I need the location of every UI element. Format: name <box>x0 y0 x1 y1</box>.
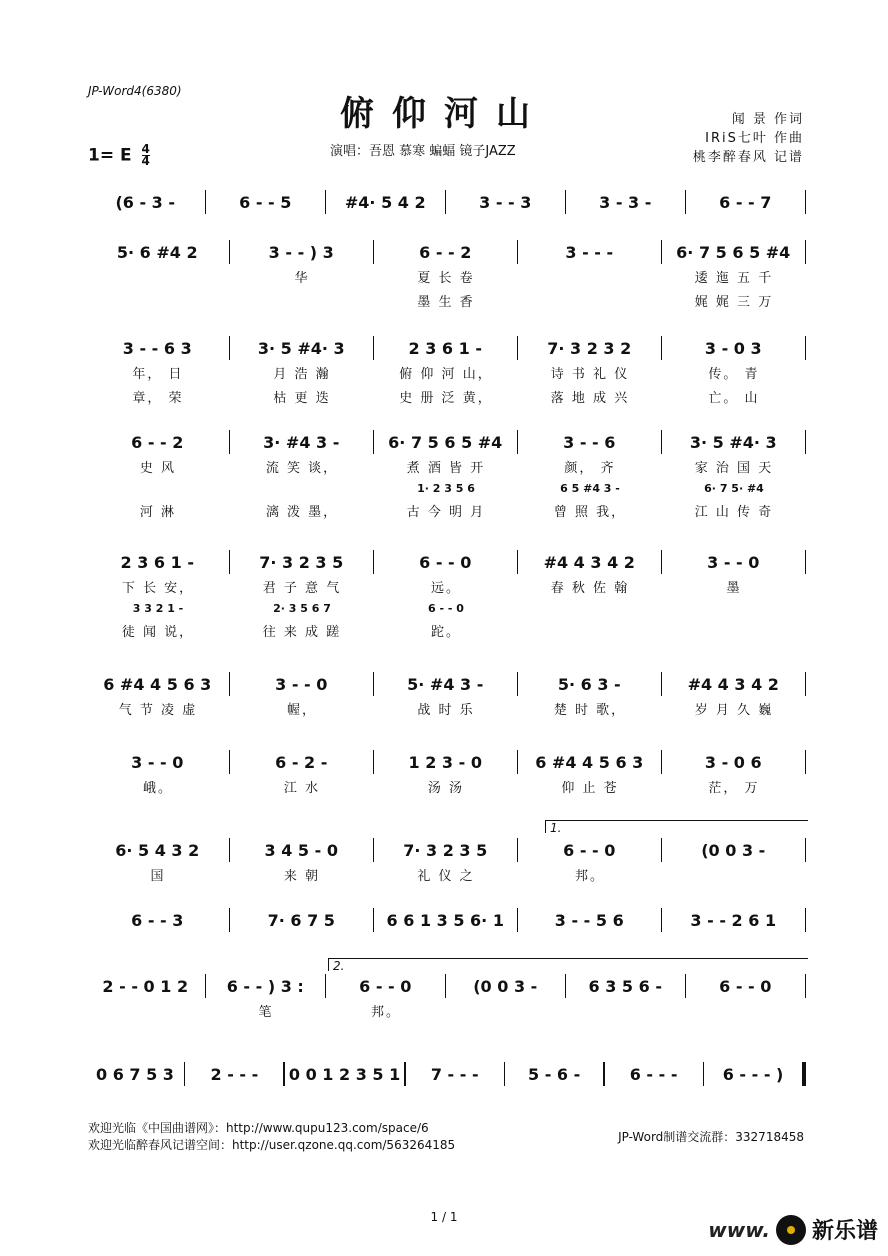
harmony-measure: 1· 2 3 5 6 <box>417 481 475 495</box>
lyric-cell: 仰 止 苍 <box>561 780 619 796</box>
key-label: 1= E <box>88 145 132 166</box>
measure: #4 4 3 4 2 <box>543 552 635 572</box>
lyric-cell: 河 淋 <box>139 504 177 520</box>
score-system <box>86 974 806 1022</box>
score-system <box>86 908 806 932</box>
measure: 2 - - 0 1 2 <box>102 976 189 996</box>
score-system <box>86 550 806 642</box>
measure: 3· 5 #4· 3 <box>257 338 345 358</box>
volta-second-ending: 2. <box>328 958 808 971</box>
measure: 3 - - 2 6 1 <box>690 910 777 930</box>
measure: 3 - - ) 3 <box>268 242 334 262</box>
measure: 3 - - 6 3 <box>122 338 192 358</box>
lyric-cell: 下 长 安， <box>121 580 195 596</box>
lyric-cell: 岁 月 久 巍 <box>694 702 774 718</box>
measure: 3 - - 3 <box>479 192 532 212</box>
lyric-cell: 徒 闻 说， <box>121 624 195 640</box>
measure: 6 - - 0 <box>359 976 412 996</box>
page-number: 1 / 1 <box>430 1210 458 1224</box>
measure: 3 - 0 3 <box>704 338 762 358</box>
lyric-cell: 墨 生 香 <box>417 294 475 310</box>
lyric-cell: 夏 长 卷 <box>417 270 475 286</box>
measure: 5· 6 3 - <box>557 674 621 694</box>
measure: 6 - 2 - <box>275 752 328 772</box>
lyric-cell: 国 <box>150 868 166 884</box>
measure: 6 - - 0 <box>563 840 616 860</box>
measure: 2 3 6 1 - <box>408 338 482 358</box>
lyric-cell: 古 今 明 月 <box>406 504 486 520</box>
harmony-measure: 6· 7 5· #4 <box>704 481 764 495</box>
harmony-notes-row <box>86 478 806 498</box>
time-numerator: 4 <box>141 142 150 156</box>
notes-row <box>86 430 806 454</box>
lyric-cell: 江 水 <box>283 780 321 796</box>
measure: #4 4 3 4 2 <box>687 674 779 694</box>
measure: 3· 5 #4· 3 <box>689 432 777 452</box>
barline <box>805 672 807 696</box>
measure: 6 - - - <box>629 1064 678 1084</box>
measure: (0 0 3 - <box>701 840 766 860</box>
footer-link-qupu[interactable]: 欢迎光临《中国曲谱网》：http://www.qupu123.com/space/6 <box>88 1121 429 1135</box>
lyric-cell: 漓 泼 墨， <box>265 504 339 520</box>
notes-row <box>86 838 806 862</box>
lyric-cell: 月 浩 瀚 <box>273 366 331 382</box>
measure: 6· 5 4 3 2 <box>115 840 200 860</box>
time-denominator: 4 <box>141 154 150 168</box>
record-disc-icon <box>776 1215 806 1245</box>
score-system <box>86 240 806 312</box>
notes-row <box>86 908 806 932</box>
score-system <box>86 336 806 408</box>
lyric-cell: 落 地 成 兴 <box>550 390 630 406</box>
measure: 3· #4 3 - <box>263 432 340 452</box>
barline <box>805 240 807 264</box>
lyric-cell: 颜， 齐 <box>564 460 616 476</box>
notes-row <box>86 1062 806 1086</box>
measure: 3 - - - <box>565 242 614 262</box>
measure: 5· #4 3 - <box>407 674 484 694</box>
group-info: JP-Word制谱交流群：332718458 <box>618 1130 804 1144</box>
lyric-cell: 诗 书 礼 仪 <box>550 366 630 382</box>
measure: 3 4 5 - 0 <box>264 840 338 860</box>
measure: 2 - - - <box>210 1064 259 1084</box>
barline <box>805 838 807 862</box>
lyric-cell: 流 笑 谈， <box>265 460 339 476</box>
measure: 6 - - 0 <box>719 976 772 996</box>
footer-links <box>88 1120 455 1154</box>
score-system <box>86 672 806 720</box>
measure: 0 0 1 2 3 5 1 <box>288 1064 401 1084</box>
measure: 7· 3 2 3 5 <box>259 552 344 572</box>
measure: 6 - - 5 <box>239 192 292 212</box>
barline <box>805 190 807 214</box>
barline <box>802 1062 806 1086</box>
score-system <box>86 190 806 214</box>
lyric-cell: 笔 <box>258 1004 274 1020</box>
lyric-row <box>86 862 806 886</box>
notes-row <box>86 672 806 696</box>
lyric-cell: 江 山 传 奇 <box>694 504 774 520</box>
notes-row <box>86 190 806 214</box>
measure: 6 - - 0 <box>419 552 472 572</box>
lyric-row <box>86 384 806 408</box>
lyric-cell: 俯 仰 河 山， <box>399 366 493 382</box>
measure: 6· 7 5 6 5 #4 <box>676 242 791 262</box>
lyric-cell: 华 <box>294 270 310 286</box>
lyric-cell: 煮 酒 皆 开 <box>406 460 486 476</box>
harmony-measure: 3 3 2 1 - <box>132 601 184 615</box>
notes-row <box>86 240 806 264</box>
measure: 7 - - - <box>430 1064 479 1084</box>
measure: 3 - - 5 6 <box>554 910 624 930</box>
software-label: JP-Word4(6380) <box>88 84 182 98</box>
brand-logo <box>708 1214 878 1245</box>
measure: 7· 3 2 3 2 <box>547 338 632 358</box>
measure: (6 - 3 - <box>115 192 176 212</box>
measure: 6 #4 4 5 6 3 <box>535 752 644 772</box>
lyric-cell: 史 风 <box>139 460 177 476</box>
notes-row <box>86 750 806 774</box>
measure: 6· 7 5 6 5 #4 <box>388 432 503 452</box>
barline <box>805 550 807 574</box>
lyric-cell: 史 册 泛 黄， <box>399 390 493 406</box>
lyric-cell: 来 朝 <box>283 868 321 884</box>
lyric-row <box>86 498 806 522</box>
measure: 3 - - 0 <box>707 552 760 572</box>
composer-credit: IRiS七叶 作曲 <box>705 131 804 146</box>
measure: 6 #4 4 5 6 3 <box>103 674 212 694</box>
measure: 6 - - 2 <box>131 432 184 452</box>
lyric-cell: 跎。 <box>430 624 461 640</box>
lyric-row <box>86 288 806 312</box>
measure: #4· 5 4 2 <box>344 192 426 212</box>
lyric-cell: 亡。 山 <box>708 390 760 406</box>
song-title: 俯仰河山 <box>340 94 548 134</box>
measure: 5 - 6 - <box>528 1064 581 1084</box>
measure: 2 3 6 1 - <box>120 552 194 572</box>
harmony-measure: 6 - - 0 <box>428 601 464 615</box>
measure: 7· 3 2 3 5 <box>403 840 488 860</box>
credits <box>693 110 804 167</box>
score-system <box>86 1062 806 1086</box>
time-signature <box>142 144 150 167</box>
lyric-row <box>86 998 806 1022</box>
measure: 6 - - - ) <box>722 1064 784 1084</box>
lyric-row <box>86 696 806 720</box>
lyric-cell: 章， 荣 <box>132 390 184 406</box>
lyric-cell: 曾 照 我， <box>553 504 627 520</box>
score-system <box>86 838 806 886</box>
barline <box>805 908 807 932</box>
measure: 3 - - 0 <box>275 674 328 694</box>
lyric-cell: 远。 <box>430 580 461 596</box>
harmony-measure: 2· 3 5 6 7 <box>273 601 331 615</box>
lyric-cell: 楚 时 歌， <box>553 702 627 718</box>
lyric-cell: 家 治 国 天 <box>694 460 774 476</box>
barline <box>805 750 807 774</box>
harmony-measure: 6 5 #4 3 - <box>560 481 620 495</box>
lyric-cell: 往 来 成 蹉 <box>262 624 342 640</box>
lyric-cell: 君 子 意 气 <box>262 580 342 596</box>
lyric-cell: 春 秋 佐 翰 <box>550 580 630 596</box>
score-system <box>86 750 806 798</box>
lyric-cell: 礼 仪 之 <box>417 868 475 884</box>
lyric-cell: 墨 <box>726 580 742 596</box>
key-signature <box>88 144 150 167</box>
brand-name: 新乐谱 <box>811 1219 878 1244</box>
notes-row <box>86 974 806 998</box>
lyric-cell: 年， 日 <box>132 366 184 382</box>
measure: (0 0 3 - <box>473 976 538 996</box>
measure: 6 6 1 3 5 6· 1 <box>386 910 504 930</box>
lyric-row <box>86 774 806 798</box>
measure: 6 - - 3 <box>131 910 184 930</box>
measure: 3 - - 0 <box>131 752 184 772</box>
lyric-cell: 峨。 <box>142 780 173 796</box>
transcriber-credit: 桃李醉春风 记谱 <box>692 150 804 165</box>
lyric-row <box>86 618 806 642</box>
measure: 3 - 0 6 <box>704 752 762 772</box>
lyric-cell: 逶 迤 五 千 <box>694 270 774 286</box>
lyric-row <box>86 574 806 598</box>
measure: 7· 6 7 5 <box>267 910 335 930</box>
measure: 6 - - 7 <box>719 192 772 212</box>
measure: 1 2 3 - 0 <box>408 752 482 772</box>
harmony-notes-row <box>86 598 806 618</box>
measure: 6 - - 2 <box>419 242 472 262</box>
measure: 3 - - 6 <box>563 432 616 452</box>
singer-credit: 演唱：吾恩 慕寒 蝙蝠 镜子JAZZ <box>330 144 516 159</box>
measure: 6 - - ) 3 : <box>226 976 304 996</box>
barline <box>805 430 807 454</box>
lyric-cell: 邦。 <box>574 868 605 884</box>
measure: 6 3 5 6 - <box>588 976 662 996</box>
lyric-cell: 娓 娓 三 万 <box>694 294 774 310</box>
lyricist-credit: 闻 景 作词 <box>731 112 804 127</box>
lyric-cell: 茫， 万 <box>708 780 760 796</box>
notes-row <box>86 336 806 360</box>
score-system <box>86 430 806 522</box>
lyric-cell: 战 时 乐 <box>417 702 475 718</box>
brand-www: www. <box>708 1217 770 1242</box>
notes-row <box>86 550 806 574</box>
lyric-row <box>86 454 806 478</box>
lyric-cell: 邦。 <box>370 1004 401 1020</box>
lyric-cell: 传。 青 <box>708 366 760 382</box>
lyric-cell: 枯 更 迭 <box>273 390 331 406</box>
lyric-cell: 幄， <box>286 702 317 718</box>
measure: 0 6 7 5 3 <box>95 1064 174 1084</box>
measure: 3 - 3 - <box>599 192 652 212</box>
lyric-row <box>86 264 806 288</box>
measure: 5· 6 #4 2 <box>116 242 198 262</box>
footer-link-qzone[interactable]: 欢迎光临醉春风记谱空间：http://user.qzone.qq.com/563264185 <box>88 1138 456 1152</box>
barline <box>805 336 807 360</box>
lyric-cell: 汤 汤 <box>427 780 465 796</box>
lyric-cell: 气 节 凌 虚 <box>118 702 198 718</box>
lyric-row <box>86 360 806 384</box>
barline <box>805 974 807 998</box>
volta-first-ending: 1. <box>545 820 808 833</box>
